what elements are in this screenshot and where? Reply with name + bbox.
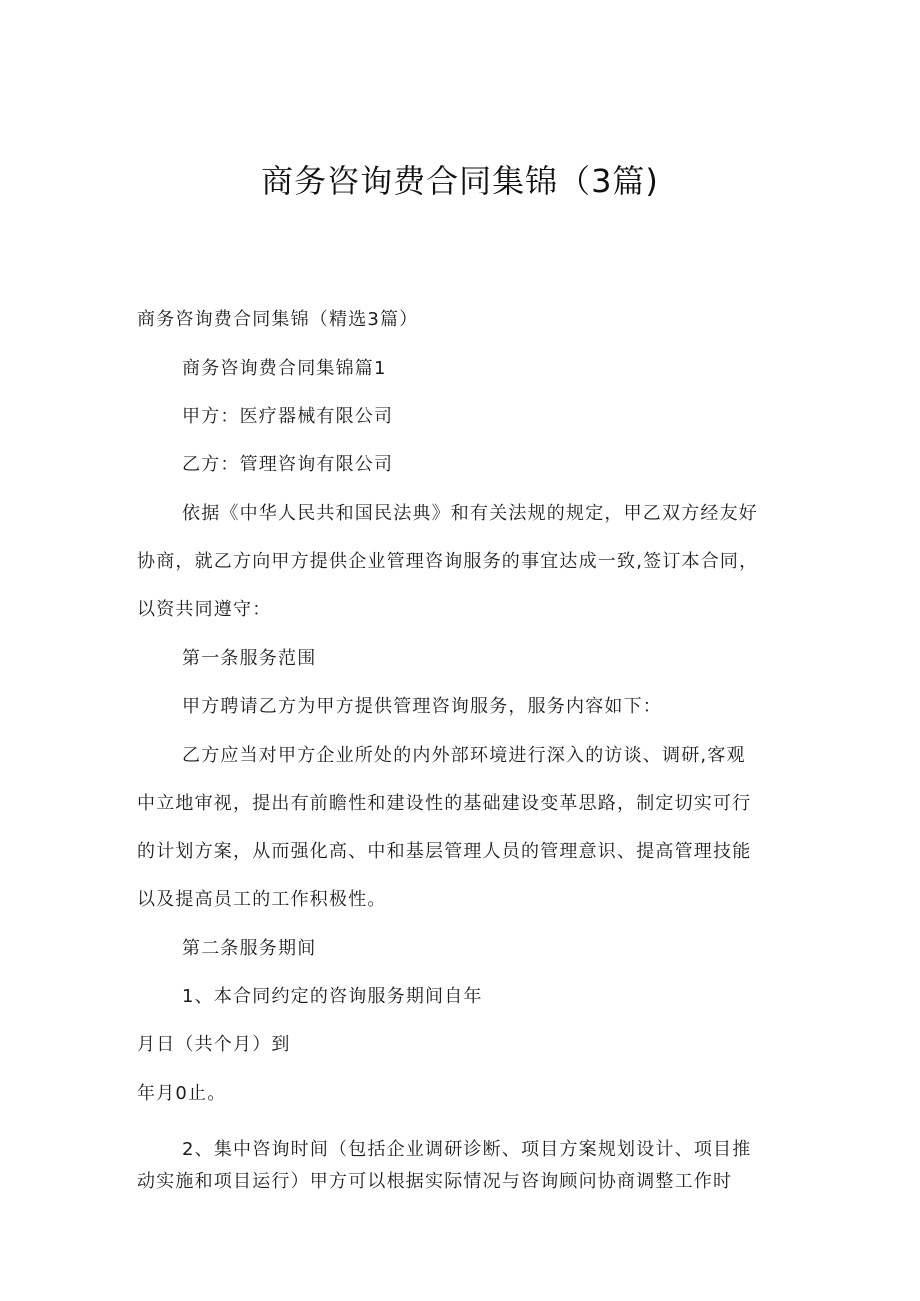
paragraph-service-line-1: 乙方应当对甲方企业所处的内外部环境进行深入的访谈、调研,客观 — [182, 745, 746, 766]
paragraph-period-2: 月日（共个月）到 — [137, 1034, 291, 1055]
paragraph-period-3: 年月0止。 — [137, 1083, 227, 1104]
paragraph-article-1-title: 第一条服务范围 — [182, 648, 317, 669]
paragraph-period-1: 1、本合同约定的咨询服务期间自年 — [182, 986, 483, 1007]
paragraph-basis-line-2: 协商，就乙方向甲方提供企业管理咨询服务的事宜达成一致,签订本合同， — [137, 551, 759, 572]
paragraph-service-line-3: 的计划方案，从而强化高、中和基层管理人员的管理意识、提高管理技能 — [137, 841, 752, 862]
paragraph-service-line-4: 以及提高员工的工作积极性。 — [137, 889, 387, 910]
paragraph-party-a: 甲方：医疗器械有限公司 — [182, 406, 394, 427]
paragraph-basis-line-3: 以资共同遵守： — [137, 599, 272, 620]
paragraph-service-intro: 甲方聘请乙方为甲方提供管理咨询服务，服务内容如下： — [182, 696, 662, 717]
paragraph-service-line-2: 中立地审视，提出有前瞻性和建设性的基础建设变革思路，制定切实可行 — [137, 793, 752, 814]
paragraph-party-b: 乙方：管理咨询有限公司 — [182, 454, 394, 475]
paragraph-section-heading: 商务咨询费合同集锦篇1 — [182, 358, 387, 379]
paragraph-article-2-title: 第二条服务期间 — [182, 938, 317, 959]
paragraph-basis-line-1: 依据《中华人民共和国民法典》和有关法规的规定，甲乙双方经友好 — [182, 503, 758, 524]
document-title: 商务咨询费合同集锦（3篇) — [261, 162, 659, 200]
paragraph-subtitle: 商务咨询费合同集锦（精选3篇） — [137, 309, 419, 330]
paragraph-consulting-line-2: 动实施和项目运行）甲方可以根据实际情况与咨询顾问协商调整工作时 — [137, 1171, 733, 1192]
paragraph-consulting-line-1: 2、集中咨询时间（包括企业调研诊断、项目方案规划设计、项目推 — [182, 1139, 752, 1160]
